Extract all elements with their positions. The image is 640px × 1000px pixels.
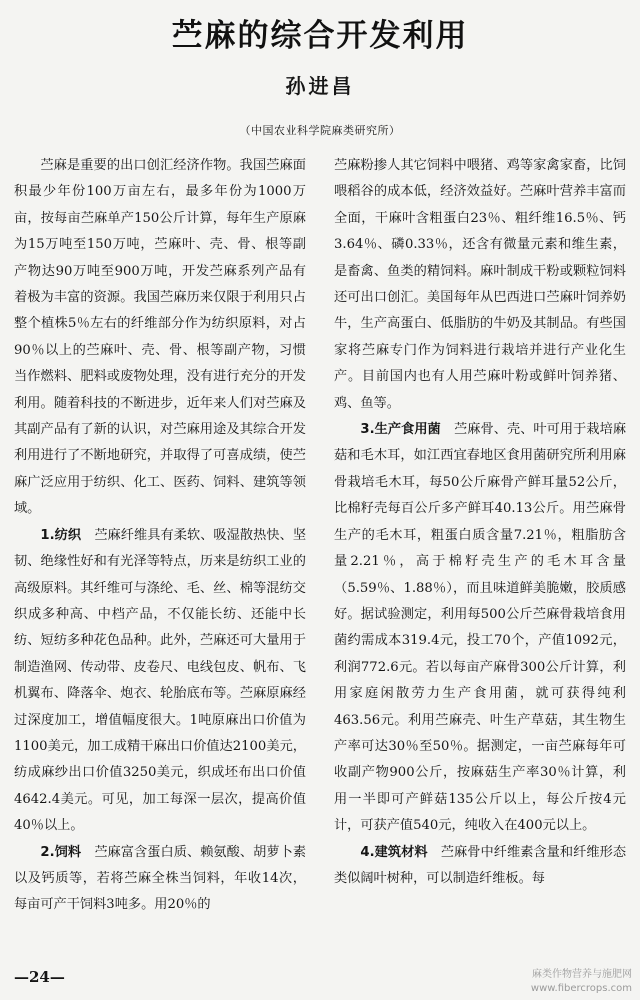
section-text-mushroom: 苎麻骨、壳、叶可用于栽培麻菇和毛木耳，如江西宜春地区食用菌研究所利用麻骨栽培毛木耳，每50公斤麻骨产鲜耳量52公斤，比棉籽壳每百公斤多产鲜耳40.13公斤。用苎麻骨生产的毛木耳，粗蛋白质含量7.21％，粗脂肪含量2.21％，高于棉籽壳生产的毛木耳含量（5.59％、1.88％），而且味道鲜美脆嫩，胶质感好。据试验测定，利用每500公斤苎麻骨栽培食用菌约需成本319.4元，投工70个，产值1092元，利润772.6元。若以每亩产麻骨300公斤计算，利用家庭闲散劳力生产食用菌，就可获得纯利463.56元。利用苎麻壳、叶生产草菇，其生物生产率可达30％至50％。据测定，一亩苎麻每年可收副产物900公斤，按麻菇生产率30％计算，利用一半即可产鲜菇135公斤以上，每公斤按4元计，可获产值540元，纯收入在400元以上。 [334,422,627,834]
intro-paragraph: 苎麻是重要的出口创汇经济作物。我国苎麻面积最少年份100万亩左右，最多年份为1000万亩，按每亩苎麻单产150公斤计算，每年生产原麻为15万吨至150万吨，苎麻叶、壳、骨、根等副产物达90万吨至900万吨，开发苎麻系列产品有着极为丰富的资源。我国苎麻历来仅限于利用只占整个植株5％左右的纤维部分作为纺织原料，对占90％以上的苎麻叶、壳、骨、根等副产物，习惯当作燃料、肥料或废物处理，没有进行充分的开发利用。随着科技的不断进步，近年来人们对苎麻及其副产品有了新的认识，对苎麻用途及其综合开发利用进行了不断地研究，并取得了可喜成绩，使苎麻广泛应用于纺织、化工、医药、饲料、建筑等领域。 [14,158,306,517]
watermark-line-1: 麻类作物营养与施肥网 [532,969,632,980]
left-column [14,153,306,919]
section-text-building: 苎麻骨中纤维素含量和纤维形态类似阔叶树种，可以制造纤维板。每 [334,844,627,886]
page-number: —24— [14,968,65,986]
section-textile [14,523,306,840]
section-text-feed: 苎麻富含蛋白质、赖氨酸、胡萝卜素以及钙质等，若将苎麻全株当饲料，年收14次，每亩可产干饲料3吨多。用20％的 [14,844,307,913]
feed-continued-paragraph: 苎麻粉掺人其它饲料中喂猪、鸡等家禽家畜，比饲喂稻谷的成本低，经济效益好。苎麻叶营养丰富而全面，干麻叶含粗蛋白23％、粗纤维16.5％、钙3.64％、磷0.33％，还含有微量元素和维生素，是畜禽、鱼类的精饲料。麻叶制成干粉或颗粒饲料还可出口创汇。美国每年从巴西进口苎麻叶饲养奶牛，生产高蛋白、低脂肪的牛奶及其制品。有些国家将苎麻专门作为饲料进行栽培并进行产业化生产。目前国内也有人用苎麻叶粉或鲜叶饲养猪、鸡、鱼等。 [334,158,626,411]
section-heading-feed: 2.饲料 [40,844,82,860]
watermark-line-2: www.fibercrops.com [530,983,632,994]
section-heading-building: 4.建筑材料 [360,844,428,860]
right-column [334,153,626,892]
section-heading-mushroom: 3.生产食用菌 [360,422,441,438]
section-mushroom [334,417,626,840]
section-feed [14,840,306,919]
site-watermark [500,968,632,996]
section-heading-textile: 1.纺织 [40,527,82,543]
author-name: 孙进昌 [285,74,355,98]
section-text-textile: 苎麻纤维具有柔软、吸湿散热快、坚韧、绝缘性好和有光泽等特点，历来是纺织工业的高级原料。其纤维可与涤纶、毛、丝、棉等混纺交织成多种高、中档产品，不仅能长纺、还能中长纺、短纺多种花色品种。此外，苎麻还可大量用于制造渔网、传动带、皮卷尺、电线包皮、帆布、飞机翼布、降落伞、炮衣、轮胎底布等。苎麻原麻经过深度加工，增值幅度很大。1吨原麻出口价值为1100美元，加工成精干麻出口价值达2100美元，纺成麻纱出口价值3250美元，织成坯布出口价值4642.4美元。可见，加工每深一层次，提高价值40％以上。 [14,527,307,834]
section-building [334,840,626,893]
article-title: 苎麻的综合开发利用 [171,18,469,54]
author-affiliation: （中国农业科学院麻类研究所） [239,124,401,137]
